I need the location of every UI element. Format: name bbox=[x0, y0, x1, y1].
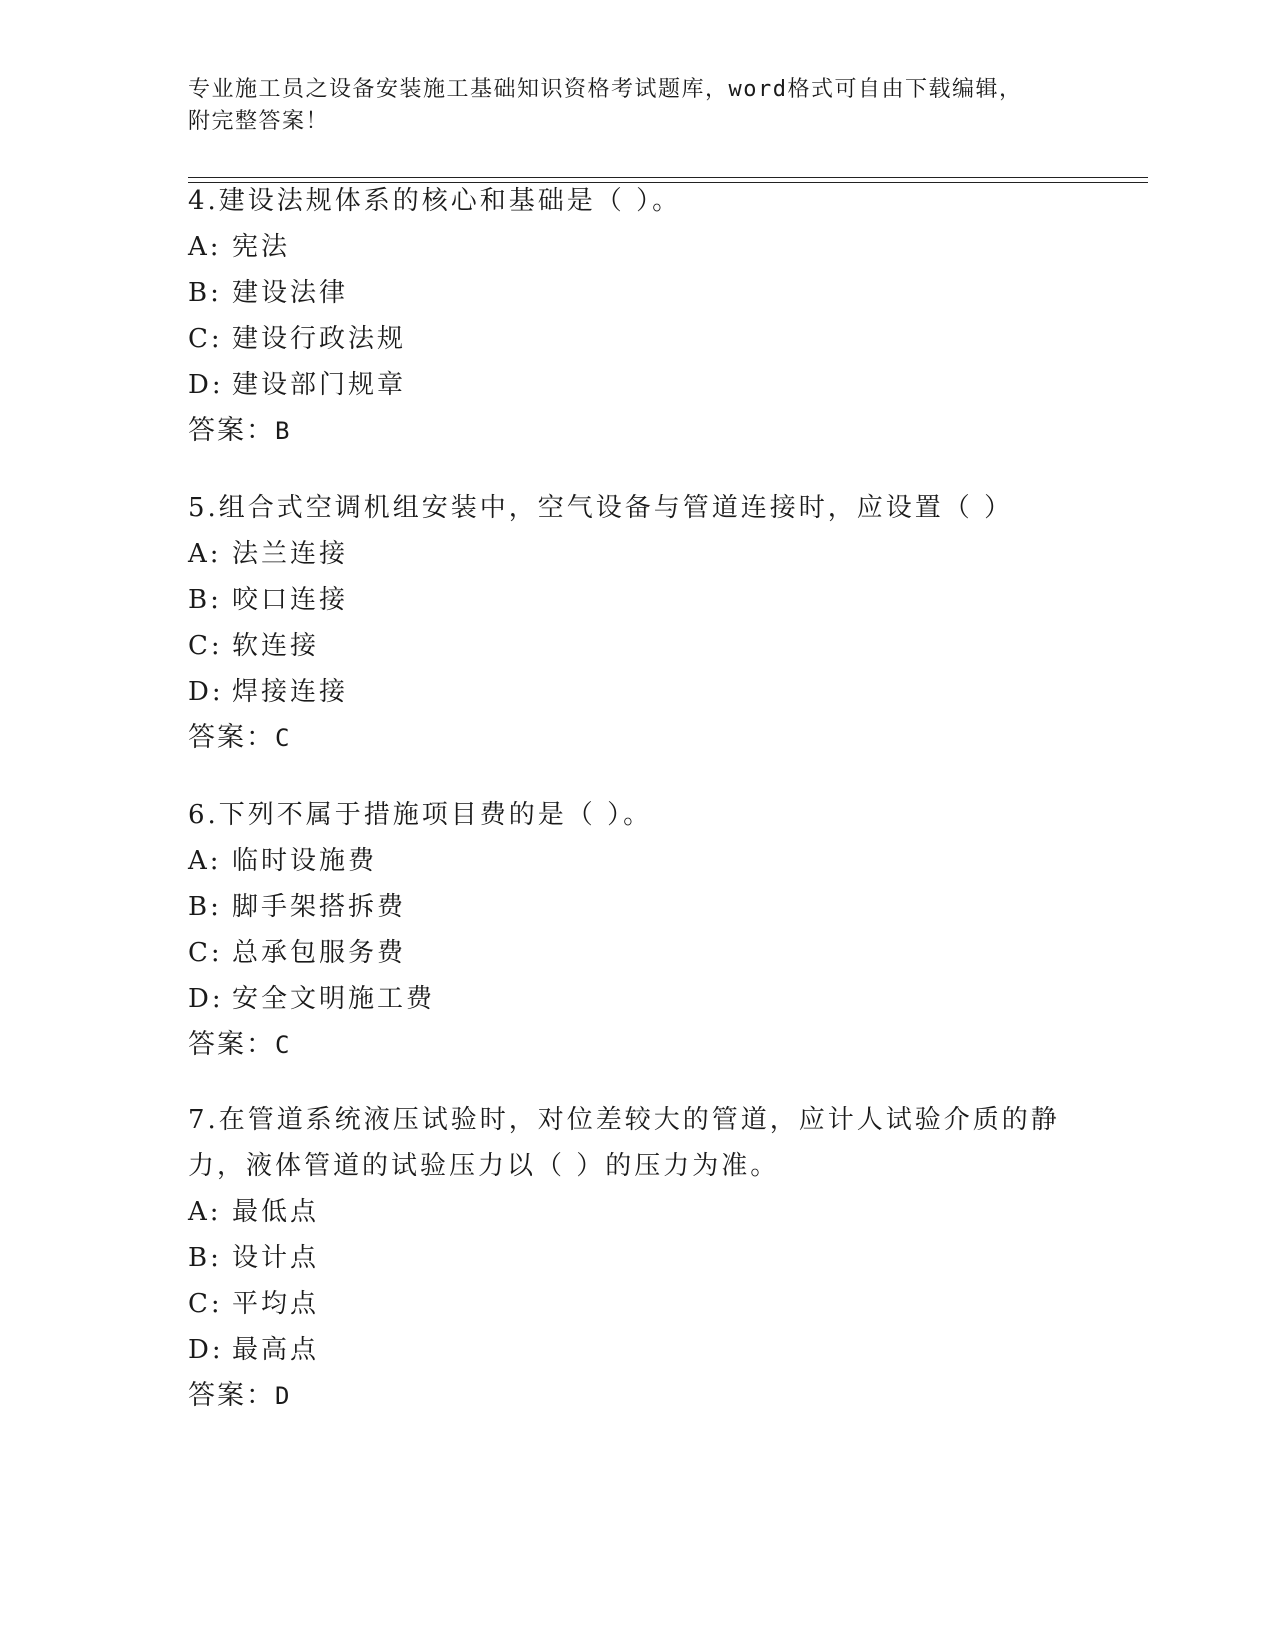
option-text: 最高点 bbox=[232, 1335, 320, 1365]
option-a bbox=[188, 838, 1068, 884]
option-key: B: bbox=[188, 1243, 222, 1273]
header-line-2: 附完整答案！ bbox=[188, 109, 330, 134]
option-key: A: bbox=[188, 846, 222, 876]
answer-label: 答案： bbox=[188, 722, 275, 753]
answer-label: 答案： bbox=[188, 415, 275, 446]
option-c bbox=[188, 930, 1068, 976]
option-d bbox=[188, 976, 1068, 1022]
option-a bbox=[188, 224, 1068, 270]
option-d bbox=[188, 669, 1068, 715]
answer-value: B bbox=[275, 417, 292, 445]
option-text: 软连接 bbox=[232, 631, 320, 661]
question-4 bbox=[188, 178, 1068, 454]
answer-label: 答案： bbox=[188, 1380, 275, 1411]
answer-line bbox=[188, 1373, 1068, 1419]
option-text: 安全文明施工费 bbox=[232, 984, 436, 1014]
option-key: A: bbox=[188, 539, 222, 569]
question-stem-line-2: 力，液体管道的试验压力以（ ）的压力为准。 bbox=[188, 1151, 780, 1181]
option-text: 建设部门规章 bbox=[232, 370, 407, 400]
option-c bbox=[188, 316, 1068, 362]
question-7 bbox=[188, 1097, 1068, 1419]
option-text: 设计点 bbox=[232, 1243, 320, 1273]
option-key: B: bbox=[188, 585, 222, 615]
option-key: B: bbox=[188, 892, 222, 922]
option-text: 宪法 bbox=[232, 232, 291, 262]
answer-value: D bbox=[275, 1382, 292, 1410]
option-text: 建设行政法规 bbox=[232, 324, 407, 354]
header-line-1: 专业施工员之设备安装施工基础知识资格考试题库，word格式可自由下载编辑， bbox=[188, 77, 1023, 102]
document-header bbox=[188, 74, 1068, 138]
answer-line bbox=[188, 715, 1068, 761]
option-b bbox=[188, 884, 1068, 930]
answer-value: C bbox=[275, 1031, 292, 1059]
option-text: 总承包服务费 bbox=[232, 938, 407, 968]
option-key: D: bbox=[188, 984, 224, 1014]
option-b bbox=[188, 577, 1068, 623]
option-b bbox=[188, 270, 1068, 316]
option-text: 最低点 bbox=[232, 1197, 320, 1227]
answer-value: C bbox=[275, 724, 292, 752]
option-text: 咬口连接 bbox=[232, 585, 349, 615]
option-text: 法兰连接 bbox=[232, 539, 349, 569]
answer-line bbox=[188, 408, 1068, 454]
option-key: D: bbox=[188, 370, 224, 400]
option-a bbox=[188, 1189, 1068, 1235]
question-stem: 6.下列不属于措施项目费的是（ ）。 bbox=[188, 800, 653, 830]
option-text: 建设法律 bbox=[232, 278, 349, 308]
option-text: 焊接连接 bbox=[232, 677, 349, 707]
option-key: C: bbox=[188, 938, 223, 968]
question-stem: 5.组合式空调机组安装中，空气设备与管道连接时，应设置（ ） bbox=[188, 493, 1014, 523]
option-c bbox=[188, 1281, 1068, 1327]
option-c bbox=[188, 623, 1068, 669]
question-stem-line-1: 7.在管道系统液压试验时，对位差较大的管道，应计人试验介质的静 bbox=[188, 1105, 1060, 1135]
option-d bbox=[188, 1327, 1068, 1373]
option-a bbox=[188, 531, 1068, 577]
question-5 bbox=[188, 485, 1068, 761]
option-key: C: bbox=[188, 631, 223, 661]
option-key: D: bbox=[188, 1335, 224, 1365]
option-text: 临时设施费 bbox=[232, 846, 378, 876]
option-text: 脚手架搭拆费 bbox=[232, 892, 407, 922]
answer-label: 答案： bbox=[188, 1029, 275, 1060]
answer-line bbox=[188, 1022, 1068, 1068]
option-b bbox=[188, 1235, 1068, 1281]
question-stem: 4.建设法规体系的核心和基础是（ ）。 bbox=[188, 186, 682, 216]
option-key: A: bbox=[188, 232, 222, 262]
option-key: B: bbox=[188, 278, 222, 308]
option-key: A: bbox=[188, 1197, 222, 1227]
option-key: D: bbox=[188, 677, 224, 707]
option-text: 平均点 bbox=[232, 1289, 320, 1319]
question-6 bbox=[188, 792, 1068, 1068]
option-key: C: bbox=[188, 1289, 223, 1319]
option-d bbox=[188, 362, 1068, 408]
option-key: C: bbox=[188, 324, 223, 354]
